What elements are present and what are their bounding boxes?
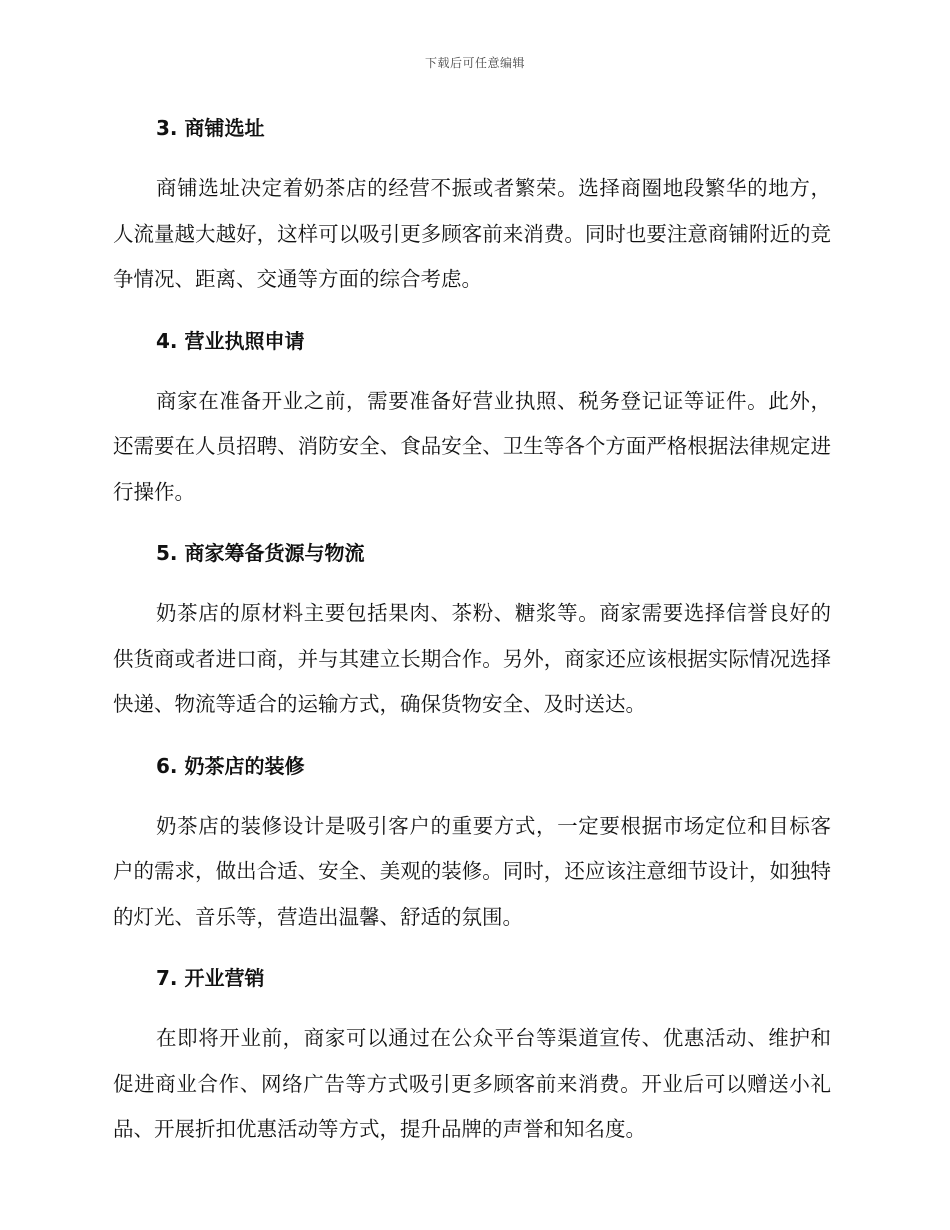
page-header: 下载后可任意编辑: [424, 56, 525, 70]
section-heading: 7. 开业营销: [156, 966, 265, 990]
section-supply-logistics: [113, 537, 831, 728]
section-heading: 4. 营业执照申请: [156, 328, 305, 353]
section-paragraph: 奶茶店的原材料主要包括果肉、茶粉、糖浆等。商家需要选择信誉良好的供货商或者进口商，并与其建立长期合作。另外，商家还应该根据实际情况选择快递、物流等适合的运输方式，确保货物安全、及时送达。: [113, 601, 831, 716]
section-heading: 6. 奶茶店的装修: [156, 753, 305, 778]
section-paragraph: 商铺选址决定着奶茶店的经营不振或者繁荣。选择商圈地段繁华的地方，人流量越大越好，这样可以吸引更多顾客前来消费。同时也要注意商铺附近的竞争情况、距离、交通等方面的综合考虑。: [113, 176, 831, 291]
section-decoration: [113, 750, 831, 941]
section-paragraph: 在即将开业前，商家可以通过在公众平台等渠道宣传、优惠活动、维护和促进商业合作、网络广告等方式吸引更多顾客前来消费。开业后可以赠送小礼品、开展折扣优惠活动等方式，提升品牌的声誉和知名度。: [113, 1026, 831, 1141]
document-content: [113, 112, 831, 1175]
section-paragraph: 奶茶店的装修设计是吸引客户的重要方式，一定要根据市场定位和目标客户的需求，做出合适、安全、美观的装修。同时，还应该注意细节设计，如独特的灯光、音乐等，营造出温馨、舒适的氛围。: [113, 813, 831, 929]
section-opening-marketing: [113, 962, 831, 1153]
section-heading: 5. 商家筹备货源与物流: [156, 541, 365, 565]
section-shop-location: [113, 112, 831, 303]
section-heading: 3. 商铺选址: [156, 116, 265, 140]
section-paragraph: 商家在准备开业之前，需要准备好营业执照、税务登记证等证件。此外，还需要在人员招聘、消防安全、食品安全、卫生等各个方面严格根据法律规定进行操作。: [113, 388, 831, 504]
section-business-license: [113, 325, 831, 516]
